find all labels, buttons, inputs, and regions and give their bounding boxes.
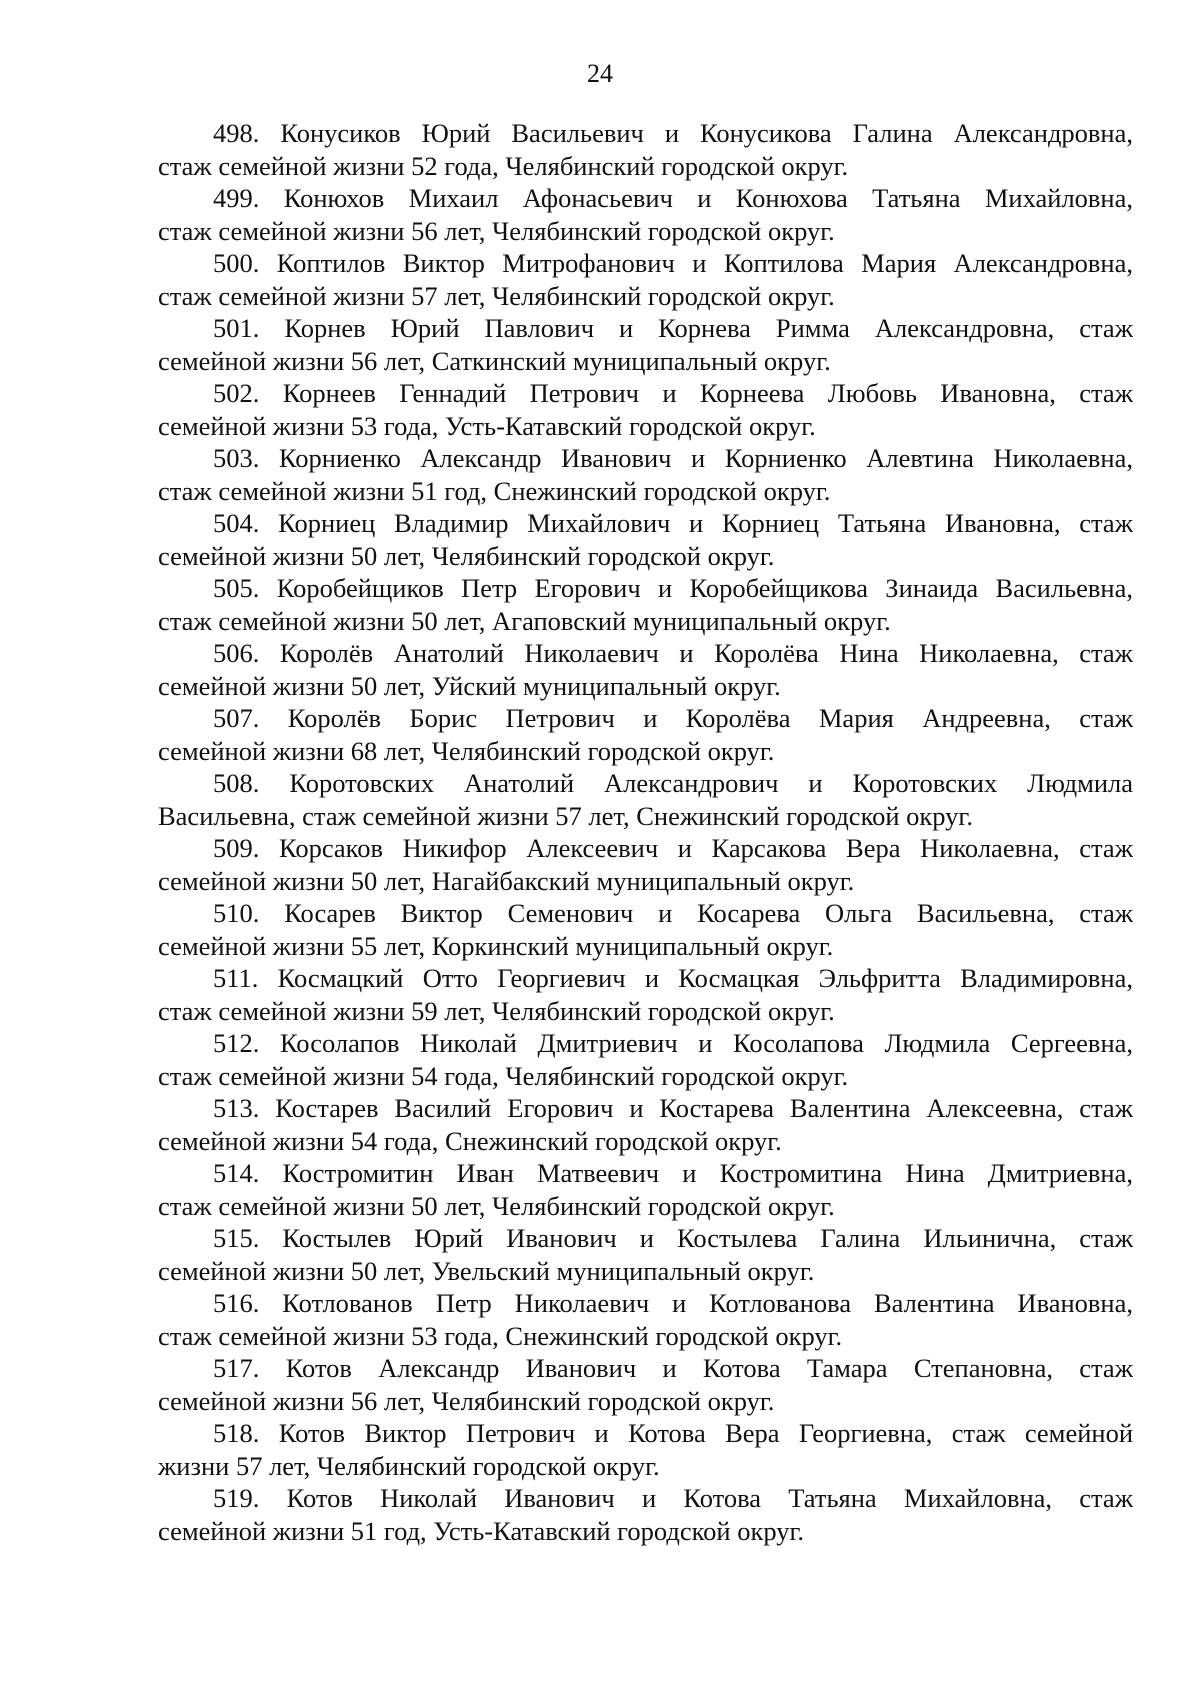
entry-number: 498. — [213, 118, 260, 148]
entry-number: 517. — [213, 1353, 260, 1383]
list-item — [158, 507, 1133, 572]
list-item — [158, 702, 1133, 767]
entry-text: Косолапов Николай Дмитриевич и Косолапова Людмила Сергеевна, — [279, 1028, 1133, 1058]
list-item — [158, 312, 1133, 377]
entry-text-continued: семейной жизни 50 лет, Увельский муниципальный округ. — [158, 1255, 815, 1286]
entry-text: Костылев Юрий Иванович и Костылева Галина Ильинична, стаж — [282, 1223, 1133, 1253]
entry-number: 516. — [213, 1288, 260, 1318]
entry-number: 515. — [213, 1223, 260, 1253]
entry-text: Королёв Борис Петрович и Королёва Мария Андреевна, стаж — [287, 703, 1133, 733]
list-item — [158, 1417, 1133, 1482]
entry-number: 510. — [213, 898, 260, 928]
entry-number: 508. — [213, 768, 260, 798]
entry-text: Костарев Василий Егорович и Костарева Валентина Алексеевна, стаж — [275, 1093, 1133, 1123]
list-item — [158, 1222, 1133, 1287]
entry-text-continued: стаж семейной жизни 53 года, Снежинский городской округ. — [158, 1320, 843, 1351]
entry-number: 501. — [213, 313, 260, 343]
entry-number: 519. — [213, 1483, 260, 1513]
entry-text: Косарев Виктор Семенович и Косарева Ольга Васильевна, стаж — [284, 898, 1133, 928]
entry-text: Коптилов Виктор Митрофанович и Коптилова Мария Александровна, — [276, 248, 1133, 278]
list-item — [158, 767, 1133, 832]
list-item — [158, 832, 1133, 897]
entry-text: Коротовских Анатолий Александрович и Коротовских Людмила — [289, 768, 1133, 798]
entry-text-continued: семейной жизни 51 год, Усть-Катавский городской округ. — [158, 1515, 804, 1546]
list-item — [158, 1352, 1133, 1417]
entry-text-continued: стаж семейной жизни 51 год, Снежинский городской округ. — [158, 475, 831, 506]
entry-text-continued: семейной жизни 55 лет, Коркинский муниципальный округ. — [158, 930, 834, 961]
entry-text: Космацкий Отто Георгиевич и Космацкая Эльфритта Владимировна, — [277, 963, 1133, 993]
entry-text: Конусиков Юрий Васильевич и Конусикова Галина Александровна, — [280, 118, 1133, 148]
list-item — [158, 962, 1133, 1027]
entry-text-continued: семейной жизни 50 лет, Нагайбакский муниципальный округ. — [158, 865, 855, 896]
entry-text: Котов Александр Иванович и Котова Тамара Степановна, стаж — [285, 1353, 1133, 1383]
entry-text-continued: стаж семейной жизни 50 лет, Агаповский муниципальный округ. — [158, 605, 891, 636]
list-item — [158, 1482, 1133, 1547]
entry-text: Костромитин Иван Матвеевич и Костромитина Нина Дмитриевна, — [282, 1158, 1133, 1188]
entry-text-continued: семейной жизни 56 лет, Челябинский городской округ. — [158, 1385, 775, 1416]
list-item — [158, 897, 1133, 962]
entry-number: 511. — [213, 963, 259, 993]
entry-text: Котов Виктор Петрович и Котова Вера Георгиевна, стаж семейной — [278, 1418, 1133, 1448]
entry-list — [158, 117, 1133, 1547]
entry-number: 518. — [213, 1418, 260, 1448]
list-item — [158, 1287, 1133, 1352]
list-item — [158, 1157, 1133, 1222]
entry-text-continued: стаж семейной жизни 50 лет, Челябинский городской округ. — [158, 1190, 835, 1221]
entry-number: 509. — [213, 833, 260, 863]
entry-text: Конюхов Михаил Афонасьевич и Конюхова Татьяна Михайловна, — [283, 183, 1133, 213]
entry-text: Корниенко Александр Иванович и Корниенко Алевтина Николаевна, — [278, 443, 1133, 473]
list-item — [158, 1092, 1133, 1157]
list-item — [158, 117, 1133, 182]
entry-number: 506. — [213, 638, 260, 668]
entry-number: 502. — [213, 378, 260, 408]
entry-number: 507. — [213, 703, 260, 733]
entry-number: 513. — [213, 1093, 260, 1123]
entry-text-continued: стаж семейной жизни 59 лет, Челябинский городской округ. — [158, 995, 835, 1026]
entry-text-continued: семейной жизни 54 года, Снежинский городской округ. — [158, 1125, 782, 1156]
list-item — [158, 377, 1133, 442]
entry-text: Корнев Юрий Павлович и Корнева Римма Александровна, стаж — [284, 313, 1133, 343]
entry-text-continued: семейной жизни 68 лет, Челябинский городской округ. — [158, 735, 775, 766]
entry-text: Котов Николай Иванович и Котова Татьяна Михайловна, стаж — [286, 1483, 1133, 1513]
list-item — [158, 572, 1133, 637]
page-number: 24 — [587, 59, 613, 88]
entry-text-continued: семейной жизни 50 лет, Уйский муниципальный округ. — [158, 670, 781, 701]
entry-text: Котлованов Петр Николаевич и Котлованова Валентина Ивановна, — [282, 1288, 1133, 1318]
entry-text: Королёв Анатолий Николаевич и Королёва Нина Николаевна, стаж — [279, 638, 1133, 668]
entry-text-continued: стаж семейной жизни 54 года, Челябинский городской округ. — [158, 1060, 849, 1091]
list-item — [158, 637, 1133, 702]
entry-text-continued: семейной жизни 53 года, Усть-Катавский городской округ. — [158, 410, 816, 441]
entry-text: Корсаков Никифор Алексеевич и Карсакова Вера Николаевна, стаж — [278, 833, 1133, 863]
list-item — [158, 182, 1133, 247]
entry-text-continued: семейной жизни 56 лет, Саткинский муниципальный округ. — [158, 345, 831, 376]
entry-number: 503. — [213, 443, 260, 473]
entry-number: 505. — [213, 573, 260, 603]
entry-text-continued: стаж семейной жизни 57 лет, Челябинский городской округ. — [158, 280, 835, 311]
entry-text-continued: стаж семейной жизни 52 года, Челябинский городской округ. — [158, 150, 849, 181]
entry-text: Коробейщиков Петр Егорович и Коробейщикова Зинаида Васильевна, — [276, 573, 1133, 603]
entry-number: 514. — [213, 1158, 260, 1188]
entry-text-continued: стаж семейной жизни 56 лет, Челябинский городской округ. — [158, 215, 835, 246]
list-item — [158, 442, 1133, 507]
entry-text-continued: семейной жизни 50 лет, Челябинский городской округ. — [158, 540, 775, 571]
entry-number: 500. — [213, 248, 260, 278]
entry-text-continued: Васильевна, стаж семейной жизни 57 лет, Снежинский городской округ. — [158, 800, 973, 831]
entry-number: 499. — [213, 183, 260, 213]
entry-number: 512. — [213, 1028, 260, 1058]
entry-text: Корнеев Геннадий Петрович и Корнеева Любовь Ивановна, стаж — [282, 378, 1133, 408]
entry-text: Корниец Владимир Михайлович и Корниец Татьяна Ивановна, стаж — [278, 508, 1133, 538]
list-item — [158, 247, 1133, 312]
entry-number: 504. — [213, 508, 260, 538]
entry-text-continued: жизни 57 лет, Челябинский городской округ. — [158, 1450, 660, 1481]
list-item — [158, 1027, 1133, 1092]
